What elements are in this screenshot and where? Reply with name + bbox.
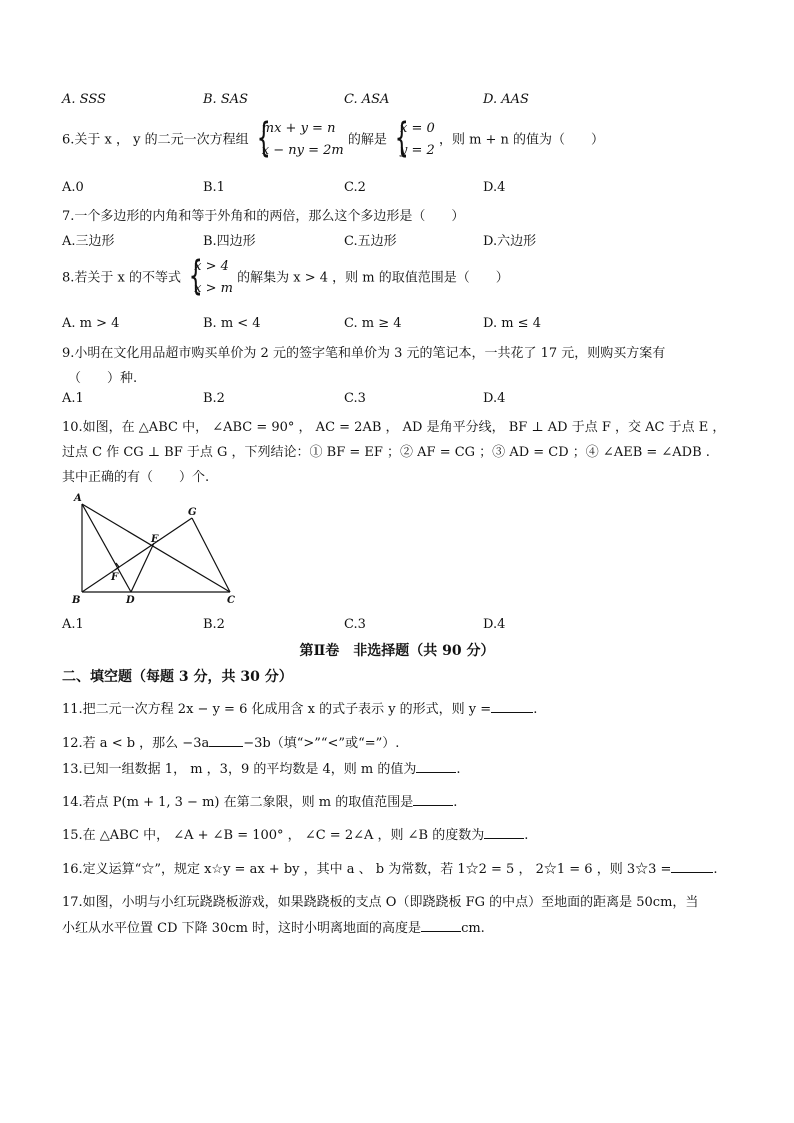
section-2-title: 二、填空题（每题 3 分，共 30 分） xyxy=(62,669,293,685)
q10-option-b: B.2 xyxy=(203,617,225,632)
question-6: 6.关于 x ， y 的二元一次方程组 { mx + y = n x − ny = 2m 的解是 { x = 0 y = 2 ，则 m + n 的值为（ ） xyxy=(62,115,605,161)
segment-ad xyxy=(82,504,131,592)
question-17-line-1: 17.如图，小明与小红玩跷跷板游戏，如果跷跷板的支点 O（即跷跷板 FG 的中点）至地面的距离是 50cm，当 xyxy=(62,895,699,910)
q9-option-a: A.1 xyxy=(62,391,84,406)
label-f: F xyxy=(111,572,119,583)
q8-option-b: B. m < 4 xyxy=(203,316,261,331)
q8-option-d: D. m ≤ 4 xyxy=(483,316,541,331)
question-11: 11.把二元一次方程 2x − y = 6 化成用含 x 的式子表示 y 的形式，则 y = . xyxy=(62,702,538,717)
question-8: 8.若关于 x 的不等式 { x > 4 x > m 的解集为 x > 4 ，则 m 的取值范围是（ ） xyxy=(62,253,509,299)
q5-option-d: D. AAS xyxy=(483,92,529,107)
q8-option-c: C. m ≥ 4 xyxy=(344,316,402,331)
question-9-line-2: （ ）种. xyxy=(68,371,138,386)
q6-option-b: B.1 xyxy=(203,180,225,195)
answer-blank[interactable] xyxy=(671,860,713,873)
answer-blank[interactable] xyxy=(491,700,533,713)
q10-option-a: A.1 xyxy=(62,617,84,632)
question-15: 15.在 △ABC 中， ∠A + ∠B = 100° ， ∠C = 2∠A ，则 ∠B 的度数为 . xyxy=(62,828,529,843)
q9-option-c: C.3 xyxy=(344,391,366,406)
q7-option-a: A.三边形 xyxy=(62,234,115,249)
question-12: 12.若 a < b ，那么 −3a −3b（填“>”“<”或“=”）. xyxy=(62,736,400,751)
q6-option-d: D.4 xyxy=(483,180,506,195)
q6-solution-system: { x = 0 y = 2 xyxy=(394,115,435,161)
q9-option-d: D.4 xyxy=(483,391,506,406)
label-g: G xyxy=(188,507,197,518)
answer-blank[interactable] xyxy=(416,760,456,773)
question-10-line-1: 10.如图，在 △ABC 中， ∠ABC = 90° ， AC = 2AB ， AD 是角平分线， BF ⊥ AD 于点 F ，交 AC 于点 E ， xyxy=(62,420,726,435)
part-2-title: 第Ⅱ卷 非选择题（共 90 分） xyxy=(299,643,495,659)
q8-inequality-system: { x > 4 x > m xyxy=(188,253,233,299)
q6-option-a: A.0 xyxy=(62,180,84,195)
label-b: B xyxy=(72,595,81,606)
label-e: E xyxy=(151,534,159,545)
label-a: A xyxy=(74,493,82,504)
question-16: 16.定义运算“☆”，规定 x☆y = ax + by ，其中 a 、 b 为常数，若 1☆2 = 5 ， 2☆1 = 6 ，则 3☆3 = . xyxy=(62,862,718,877)
question-13: 13.已知一组数据 1， m ，3，9 的平均数是 4，则 m 的值为 . xyxy=(62,762,461,777)
label-d: D xyxy=(126,595,135,606)
q5-option-b: B. SAS xyxy=(203,92,249,107)
q9-option-b: B.2 xyxy=(203,391,225,406)
question-14: 14.若点 P(m + 1, 3 − m) 在第二象限，则 m 的取值范围是 . xyxy=(62,795,458,810)
q7-option-c: C.五边形 xyxy=(344,234,397,249)
segment-bg xyxy=(82,518,192,592)
q7-option-b: B.四边形 xyxy=(203,234,256,249)
segment-de xyxy=(131,543,154,592)
q10-geometry-figure xyxy=(62,490,242,608)
question-10-line-2: 过点 C 作 CG ⊥ BF 于点 G ，下列结论：① BF = EF ；② AF = CG ；③ AD = CD ；④ ∠AEB = ∠ADB . xyxy=(62,445,710,460)
answer-blank[interactable] xyxy=(209,734,243,747)
question-17-line-2: 小红从水平位置 CD 下降 30cm 时，这时小明离地面的高度是 cm. xyxy=(62,921,485,936)
q8-option-a: A. m > 4 xyxy=(62,316,120,331)
question-7: 7.一个多边形的内角和等于外角和的两倍，那么这个多边形是（ ） xyxy=(62,209,465,224)
answer-blank[interactable] xyxy=(413,793,453,806)
q5-option-a: A. SSS xyxy=(62,92,106,107)
question-10-line-3: 其中正确的有（ ）个. xyxy=(62,470,210,485)
q6-option-c: C.2 xyxy=(344,180,366,195)
answer-blank[interactable] xyxy=(421,919,461,932)
q10-option-c: C.3 xyxy=(344,617,366,632)
q6-equation-system: { mx + y = n x − ny = 2m xyxy=(256,115,344,161)
q10-option-d: D.4 xyxy=(483,617,506,632)
q7-option-d: D.六边形 xyxy=(483,234,537,249)
question-9-line-1: 9.小明在文化用品超市购买单价为 2 元的签字笔和单价为 3 元的笔记本，一共花了 17 元，则购买方案有 xyxy=(62,346,666,361)
label-c: C xyxy=(227,595,235,606)
answer-blank[interactable] xyxy=(484,826,524,839)
q5-option-c: C. ASA xyxy=(344,92,390,107)
